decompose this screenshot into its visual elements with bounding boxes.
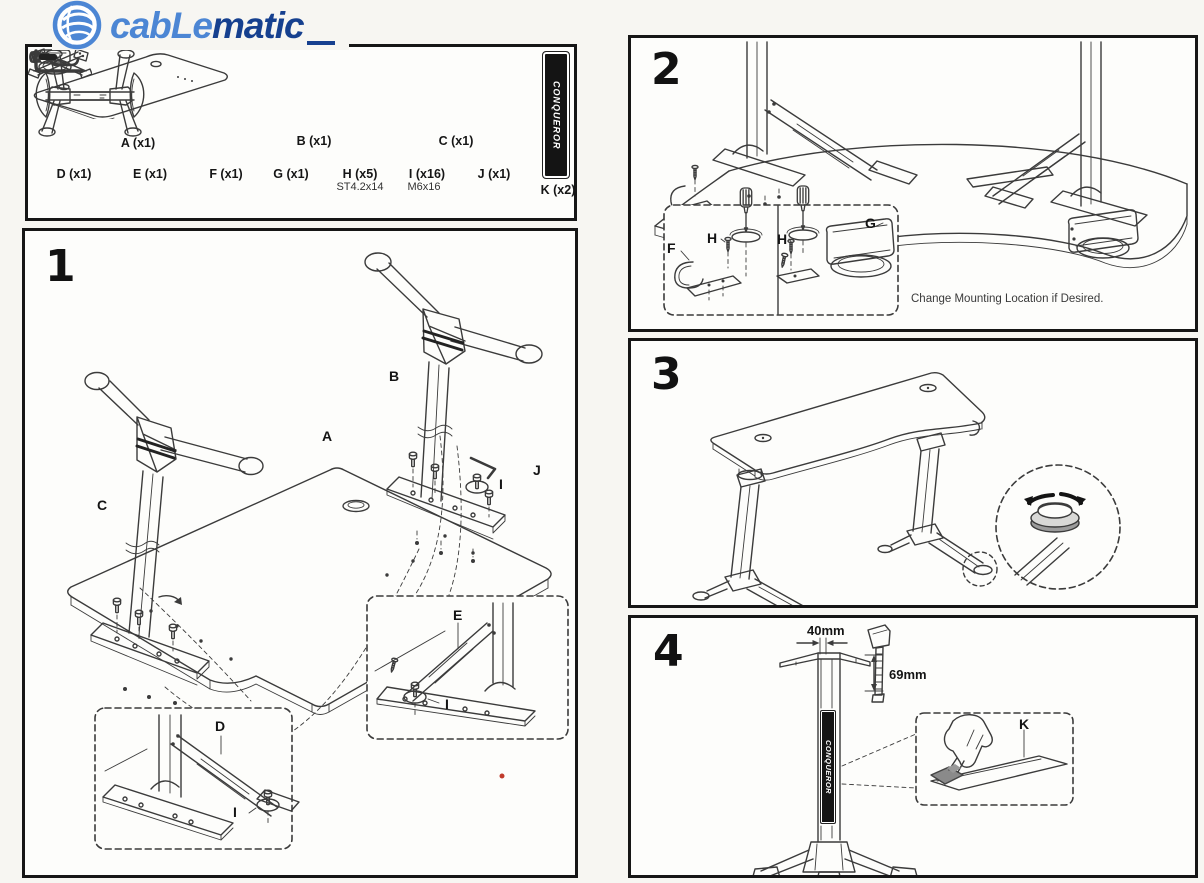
dim-69mm: 69mm [889,667,927,682]
step-2-panel [628,35,1198,332]
step-1-drawing [25,231,575,875]
step-3-panel [628,338,1198,608]
step-2-note: Change Mounting Location if Desired. [911,293,1104,305]
dim-40mm: 40mm [807,623,845,638]
leg-conqueror-sticker [820,710,836,824]
part-f-label: F (x1) [209,167,243,181]
part-d-label: D (x1) [56,167,92,181]
step-1-panel [22,228,578,878]
step-1-number: 1 [45,241,74,292]
left-leg [713,42,917,213]
label-h-right: H [777,231,788,247]
step-3-number: 3 [651,349,680,400]
red-dot-artifact [500,774,505,779]
label-d-i: I [233,804,237,820]
cablematic-logo [52,0,349,50]
label-h-left: H [707,230,718,246]
assembled-desk [693,373,997,605]
conqueror-sticker-text: CONQUEROR [551,80,562,150]
parts-list-box [25,44,577,221]
label-e: E [453,607,463,623]
step-4-drawing [631,618,1195,875]
part-i-size: M6x16 [407,181,441,193]
leg-conqueror-text: CONQUEROR [823,739,833,795]
part-b-label: B (x1) [296,134,332,148]
inset-e [367,596,568,739]
brand-light: cabLe [110,4,212,46]
part-j-drawing [28,47,88,75]
part-g-label: G (x1) [273,167,309,181]
step-4-number: 4 [653,626,682,677]
step-2-drawing [631,38,1195,329]
part-a-label: A (x1) [120,136,156,150]
label-g: G [865,215,876,231]
part-e-label: E (x1) [132,167,168,181]
leg-c [85,373,263,706]
right-leg [985,42,1147,226]
part-j-label: J (x1) [477,167,511,181]
label-b: B [389,368,400,384]
part-c-label: C (x1) [438,134,474,148]
inset-d [95,708,299,849]
part-h-label: H (x5) [342,167,378,181]
sticker-dimension [865,625,890,702]
label-k: K [1019,716,1030,732]
label-f: F [667,240,676,256]
foot-adjuster-detail [996,465,1120,589]
leg-b [365,253,542,563]
bolt-i-highlight [466,474,488,493]
label-i-main: I [499,476,503,492]
part-k-drawing [542,51,570,179]
logo-underline [307,41,335,45]
sticker-inset [916,713,1073,805]
globe-icon [52,0,102,50]
brand-dark: matic [211,4,304,46]
step-2-inset [664,186,898,315]
label-c: C [97,497,108,513]
label-j: J [533,462,541,478]
step-4-panel [628,615,1198,878]
part-h-size: ST4.2x14 [336,181,384,193]
part-i-label: I (x16) [408,167,446,181]
part-k-label: K (x2) [540,183,576,197]
label-d: D [215,718,226,734]
step-2-number: 2 [651,44,680,95]
label-e-i: I [445,696,449,712]
label-a: A [322,428,333,444]
step-3-drawing [631,341,1195,605]
